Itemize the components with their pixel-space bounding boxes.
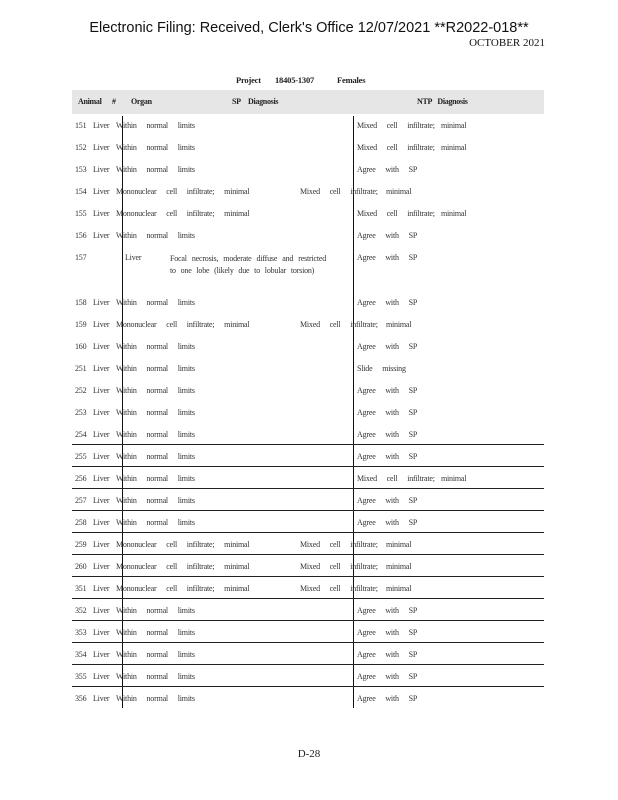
ntp-severity-cell: minimal: [386, 320, 412, 329]
date-stamp: OCTOBER 2021: [469, 37, 545, 49]
sp-diagnosis-cell: Within normal limits: [116, 694, 195, 703]
ntp-diagnosis-cell: Agree with SP: [357, 253, 418, 262]
header-number: #: [112, 97, 116, 106]
row-separator: [72, 664, 544, 665]
ntp-diagnosis-cell: Agree with SP: [357, 650, 418, 659]
ntp-diagnosis-cell: Mixed cell infiltrate;: [357, 121, 435, 130]
ntp-diagnosis-cell: Agree with SP: [357, 386, 418, 395]
animal-id: 157: [75, 253, 87, 262]
sp-diagnosis-cell: Within normal limits: [116, 474, 195, 483]
organ-cell: Liver: [93, 694, 110, 703]
animal-id: 356: [75, 694, 87, 703]
sp-diagnosis-cell: Focal necrosis, moderate diffuse and restricted to one lobe (likely due to lobular torsion): [170, 254, 326, 275]
animal-id: 159: [75, 320, 87, 329]
animal-id: 152: [75, 143, 87, 152]
animal-id: 351: [75, 584, 87, 593]
organ-cell: Liver: [93, 650, 110, 659]
sp-diagnosis-cell: Mononuclear cell infiltrate; minimal: [116, 540, 250, 549]
sp-diagnosis-cell: Within normal limits: [116, 650, 195, 659]
ntp-severity-cell: minimal: [441, 474, 467, 483]
animal-id: 354: [75, 650, 87, 659]
project-number: 18405-1307: [275, 75, 315, 85]
sp-diagnosis-cell: Within normal limits: [116, 231, 195, 240]
organ-cell: Liver: [93, 518, 110, 527]
ntp-diagnosis-cell: Mixed cell infiltrate;: [357, 143, 435, 152]
organ-cell: Liver: [93, 606, 110, 615]
ntp-diagnosis-overflow-cell: Mixed cell infiltrate;: [300, 187, 378, 196]
ntp-diagnosis-cell: Agree with SP: [357, 452, 418, 461]
animal-id: 153: [75, 165, 87, 174]
animal-id: 155: [75, 209, 87, 218]
organ-cell: Liver: [93, 672, 110, 681]
sp-diagnosis-cell: Within normal limits: [116, 606, 195, 615]
organ-cell: Liver: [93, 364, 110, 373]
header-ntp-diagnosis: NTP Diagnosis: [417, 97, 468, 106]
ntp-diagnosis-cell: Mixed cell infiltrate;: [357, 209, 435, 218]
ntp-diagnosis-cell: Agree with SP: [357, 342, 418, 351]
animal-id: 352: [75, 606, 87, 615]
organ-cell: Liver: [93, 342, 110, 351]
row-separator: [72, 444, 544, 445]
organ-cell: Liver: [93, 121, 110, 130]
sp-diagnosis-cell: Mononuclear cell infiltrate; minimal: [116, 320, 250, 329]
header-organ: Organ: [131, 97, 152, 106]
sp-diagnosis-cell: Within normal limits: [116, 342, 195, 351]
sp-diagnosis-cell: Within normal limits: [116, 628, 195, 637]
ntp-diagnosis-cell: Agree with SP: [357, 672, 418, 681]
ntp-diagnosis-cell: Agree with SP: [357, 165, 418, 174]
organ-cell: Liver: [93, 496, 110, 505]
organ-cell: Liver: [93, 298, 110, 307]
sp-diagnosis-cell: Within normal limits: [116, 408, 195, 417]
organ-cell: Liver: [93, 209, 110, 218]
sp-diagnosis-cell: Mononuclear cell infiltrate; minimal: [116, 584, 250, 593]
ntp-diagnosis-overflow-cell: Mixed cell infiltrate;: [300, 320, 378, 329]
ntp-diagnosis-cell: Mixed cell infiltrate;: [357, 474, 435, 483]
animal-id: 151: [75, 121, 87, 130]
header-sp-diagnosis: SP Diagnosis: [232, 97, 279, 106]
row-separator: [72, 620, 544, 621]
row-separator: [72, 642, 544, 643]
animal-id: 154: [75, 187, 87, 196]
row-separator: [72, 686, 544, 687]
sp-diagnosis-cell: Within normal limits: [116, 430, 195, 439]
organ-cell: Liver: [93, 430, 110, 439]
sp-diagnosis-cell: Within normal limits: [116, 143, 195, 152]
ntp-diagnosis-cell: Agree with SP: [357, 518, 418, 527]
animal-id: 158: [75, 298, 87, 307]
animal-id: 353: [75, 628, 87, 637]
page-number: D-28: [297, 748, 321, 760]
ntp-severity-cell: minimal: [386, 187, 412, 196]
ntp-severity-cell: minimal: [386, 540, 412, 549]
sp-diagnosis-cell: Within normal limits: [116, 165, 195, 174]
sp-diagnosis-cell: Within normal limits: [116, 672, 195, 681]
ntp-diagnosis-cell: Agree with SP: [357, 496, 418, 505]
organ-cell: Liver: [93, 584, 110, 593]
sp-diagnosis-cell: Within normal limits: [116, 364, 195, 373]
organ-cell: Liver: [93, 474, 110, 483]
organ-cell: Liver: [93, 165, 110, 174]
organ-cell: Liver: [93, 562, 110, 571]
organ-cell: Liver: [93, 386, 110, 395]
organ-cell: Liver: [93, 408, 110, 417]
organ-cell: Liver: [93, 628, 110, 637]
ntp-diagnosis-cell: Agree with SP: [357, 430, 418, 439]
animal-id: 259: [75, 540, 87, 549]
row-separator: [72, 598, 544, 599]
row-separator: [72, 554, 544, 555]
animal-id: 156: [75, 231, 87, 240]
organ-cell: Liver: [125, 253, 142, 262]
animal-id: 260: [75, 562, 87, 571]
sp-diagnosis-cell: Within normal limits: [116, 298, 195, 307]
organ-cell: Liver: [93, 143, 110, 152]
animal-id: 253: [75, 408, 87, 417]
ntp-severity-cell: minimal: [441, 209, 467, 218]
row-separator: [72, 532, 544, 533]
sp-diagnosis-cell: Within normal limits: [116, 452, 195, 461]
row-separator: [72, 466, 544, 467]
animal-id: 252: [75, 386, 87, 395]
organ-cell: Liver: [93, 452, 110, 461]
animal-id: 255: [75, 452, 87, 461]
ntp-diagnosis-overflow-cell: Mixed cell infiltrate;: [300, 562, 378, 571]
ntp-diagnosis-cell: Agree with SP: [357, 694, 418, 703]
animal-id: 256: [75, 474, 87, 483]
organ-cell: Liver: [93, 231, 110, 240]
ntp-severity-cell: minimal: [386, 562, 412, 571]
ntp-diagnosis-overflow-cell: Mixed cell infiltrate;: [300, 584, 378, 593]
animal-id: 251: [75, 364, 87, 373]
ntp-diagnosis-cell: Agree with SP: [357, 408, 418, 417]
group-label: Females: [337, 75, 366, 85]
organ-cell: Liver: [93, 187, 110, 196]
ntp-diagnosis-cell: Agree with SP: [357, 298, 418, 307]
organ-cell: Liver: [93, 320, 110, 329]
sp-diagnosis-cell: Within normal limits: [116, 496, 195, 505]
ntp-severity-cell: minimal: [441, 121, 467, 130]
row-separator: [72, 510, 544, 511]
animal-id: 355: [75, 672, 87, 681]
ntp-diagnosis-overflow-cell: Mixed cell infiltrate;: [300, 540, 378, 549]
ntp-diagnosis-cell: Agree with SP: [357, 231, 418, 240]
animal-id: 257: [75, 496, 87, 505]
ntp-severity-cell: minimal: [441, 143, 467, 152]
sp-diagnosis-cell: Within normal limits: [116, 386, 195, 395]
sp-diagnosis-cell: Within normal limits: [116, 121, 195, 130]
row-separator: [72, 488, 544, 489]
animal-id: 160: [75, 342, 87, 351]
ntp-severity-cell: minimal: [386, 584, 412, 593]
organ-cell: Liver: [93, 540, 110, 549]
sp-diagnosis-cell: Mononuclear cell infiltrate; minimal: [116, 187, 250, 196]
header-animal: Animal: [78, 97, 102, 106]
row-separator: [72, 576, 544, 577]
project-label: Project: [236, 75, 261, 85]
ntp-diagnosis-cell: Agree with SP: [357, 606, 418, 615]
animal-id: 254: [75, 430, 87, 439]
filing-banner: Electronic Filing: Received, Clerk's Office 12/07/2021 **R2022-018**: [89, 20, 529, 36]
ntp-diagnosis-cell: Agree with SP: [357, 628, 418, 637]
sp-diagnosis-cell: Within normal limits: [116, 518, 195, 527]
sp-diagnosis-cell: Mononuclear cell infiltrate; minimal: [116, 562, 250, 571]
ntp-diagnosis-cell: Slide missing: [357, 364, 406, 373]
sp-diagnosis-cell: Mononuclear cell infiltrate; minimal: [116, 209, 250, 218]
animal-id: 258: [75, 518, 87, 527]
